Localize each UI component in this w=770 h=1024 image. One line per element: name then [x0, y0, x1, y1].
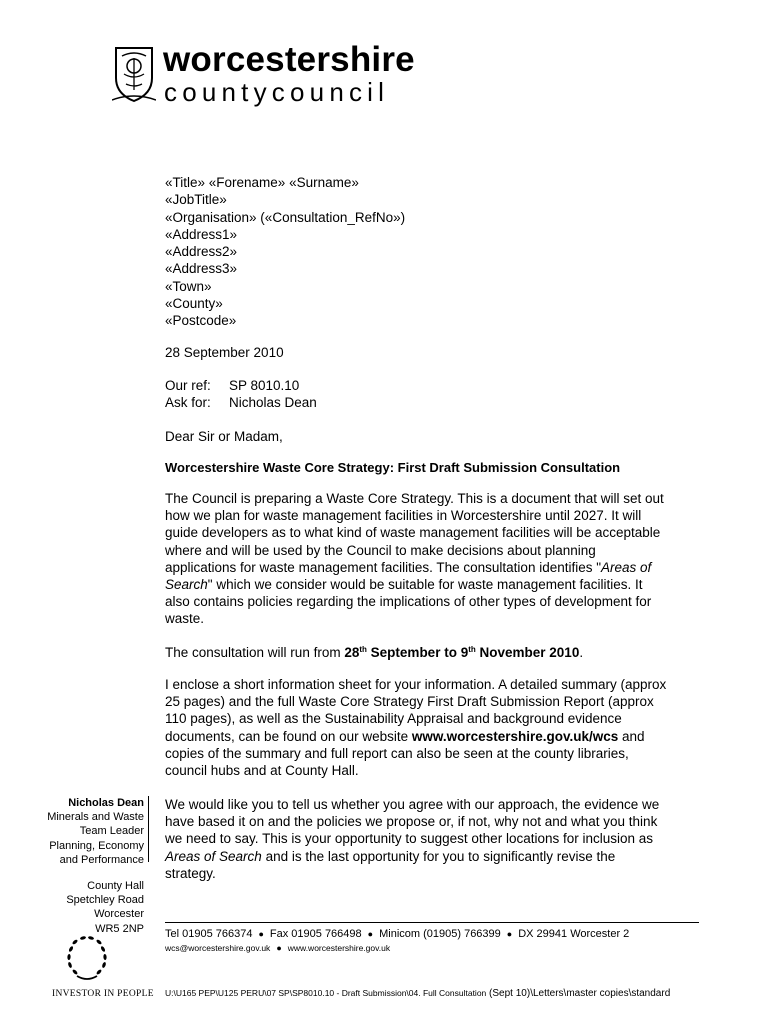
letter-date: 28 September 2010: [165, 345, 284, 360]
bullet-icon: ●: [276, 943, 282, 953]
address-line: «JobTitle»: [165, 192, 227, 208]
text-run: documents, can be found on our website: [165, 728, 412, 744]
email-link[interactable]: wcs@worcestershire.gov.uk: [165, 943, 271, 953]
body-paragraph-1: [165, 490, 710, 628]
bullet-icon: ●: [367, 929, 374, 939]
footer-divider: [165, 922, 699, 923]
fax-number: Fax 01905 766498: [269, 928, 362, 940]
phone-number: Tel 01905 766374: [165, 928, 253, 940]
sender-address-line: Worcester: [94, 908, 144, 921]
dx-number: DX 29941 Worcester 2: [518, 928, 630, 940]
web-contact-line: [165, 943, 390, 954]
file-path-part: (Sept 10)\Letters\master copies\standard: [486, 988, 671, 999]
sender-role-line: Planning, Economy: [49, 839, 144, 852]
address-line: «Organisation» («Consultation_RefNo»): [165, 209, 406, 225]
paragraph-line: 25 pages) and the full Waste Core Strategy First Draft Submission Report (approx: [165, 694, 654, 710]
text-run: applications for waste management facilities. The consultation identifies ": [165, 559, 602, 575]
sender-name: Nicholas Dean: [68, 797, 144, 809]
minicom-number: Minicom (01905) 766399: [379, 928, 501, 940]
end-date: November 2010: [475, 645, 580, 660]
address-line: «Address2»: [165, 244, 238, 260]
bullet-icon: ●: [258, 929, 264, 939]
ask-for-value: Nicholas Dean: [229, 395, 317, 411]
file-path: [165, 987, 670, 1000]
paragraph-line: [165, 728, 710, 745]
sender-role-line: and Performance: [59, 853, 144, 866]
council-crest-icon: [112, 44, 156, 104]
text-run: The consultation will run from: [165, 645, 345, 660]
ordinal-suffix: th: [468, 645, 476, 654]
paragraph-line: we need to say. This is your opportunity to suggest other locations for inclusion as: [165, 831, 654, 847]
paragraph-line: [165, 559, 710, 576]
paragraph-line: [165, 576, 710, 593]
body-paragraph-4: [165, 796, 710, 882]
body-paragraph-2: [165, 644, 710, 661]
letter-subject: Worcestershire Waste Core Strategy: First Draft Submission Consultation: [165, 460, 621, 475]
sender-address-line: Spetchley Road: [66, 894, 144, 907]
paragraph-line: The Council is preparing a Waste Core Strategy. This is a document that will set out: [165, 491, 664, 506]
salutation: Dear Sir or Madam,: [165, 429, 283, 444]
paragraph-line: where and will be used by the Council to make decisions about planning: [165, 542, 596, 558]
paragraph-line: [165, 644, 710, 661]
paragraph-line: have based it on and the policies we propose or, if not, why not and what you think: [165, 814, 658, 830]
reference-block: [165, 377, 317, 412]
our-ref-label: Our ref:: [165, 378, 211, 393]
emphasis-text: Areas of Search: [165, 848, 262, 864]
paragraph-line: guide developers as to what kind of waste management facilities will be acceptable: [165, 525, 661, 541]
paragraph-line: 110 pages), as well as the Sustainability Appraisal and background evidence: [165, 711, 622, 727]
address-line: «County»: [165, 296, 223, 312]
emphasis-text: Search: [165, 577, 208, 593]
iip-label: INVESTOR IN PEOPLE: [52, 989, 154, 999]
emphasis-text: Areas of: [601, 559, 652, 575]
our-ref-value: SP 8010.10: [229, 378, 300, 393]
paragraph-line: We would like you to tell us whether you agree with our approach, the evidence we: [165, 797, 660, 812]
text-run: and is the last opportunity for you to significantly revise the: [261, 848, 616, 864]
sender-address-line: WR5 2NP: [95, 922, 144, 935]
sender-role-line: Minerals and Waste: [47, 811, 144, 824]
website-footer-link[interactable]: www.worcestershire.gov.uk: [287, 943, 391, 953]
paragraph-line: strategy.: [165, 865, 216, 881]
paragraph-line: how we plan for waste management facilities in Worcestershire until 2027. It will: [165, 508, 642, 524]
paragraph-line: copies of the summary and full report can also be seen at the county libraries,: [165, 745, 629, 761]
sender-role-line: Team Leader: [79, 825, 144, 838]
ask-for-label: Ask for:: [165, 395, 211, 411]
paragraph-line: [165, 848, 710, 865]
address-line: «Town»: [165, 278, 212, 294]
paragraph-line: waste.: [165, 611, 205, 627]
start-day: 28: [344, 645, 360, 660]
address-line: «Address3»: [165, 261, 238, 277]
consultation-dates: [344, 645, 579, 660]
paragraph-line: also contains policies regarding the implications of other types of development for: [165, 594, 652, 610]
body-paragraph-3: [165, 676, 710, 779]
file-path-part: U:\U165 PEP\U125 PERU\07 SP\SP8010.10 - Draft Submission\04. Full Consultation: [165, 988, 487, 998]
contact-line: [165, 927, 629, 941]
recipient-address: [165, 174, 405, 330]
text-run: " which we consider would be suitable for waste management facilities. It: [207, 577, 643, 593]
text-run: and: [618, 728, 645, 744]
paragraph-line: I enclose a short information sheet for your information. A detailed summary (approx: [165, 677, 667, 692]
text-run: September to 9: [366, 645, 469, 660]
paragraph-line: council hubs and at County Hall.: [165, 763, 359, 779]
bullet-icon: ●: [506, 929, 513, 939]
ordinal-suffix: th: [359, 645, 367, 654]
address-line: «Postcode»: [165, 313, 237, 329]
address-line: «Address1»: [165, 226, 238, 242]
logo-subtitle: countycouncil: [164, 77, 390, 107]
website-link[interactable]: www.worcestershire.gov.uk/wcs: [411, 728, 619, 744]
investors-in-people-logo-icon: [63, 932, 111, 984]
text-run: .: [579, 645, 584, 660]
sender-address-line: County Hall: [87, 880, 144, 893]
sender-details: [0, 796, 144, 936]
address-line: «Title» «Forename» «Surname»: [165, 175, 359, 190]
logo-wordmark: worcestershire: [163, 40, 415, 79]
sidebar-divider: [148, 796, 149, 862]
